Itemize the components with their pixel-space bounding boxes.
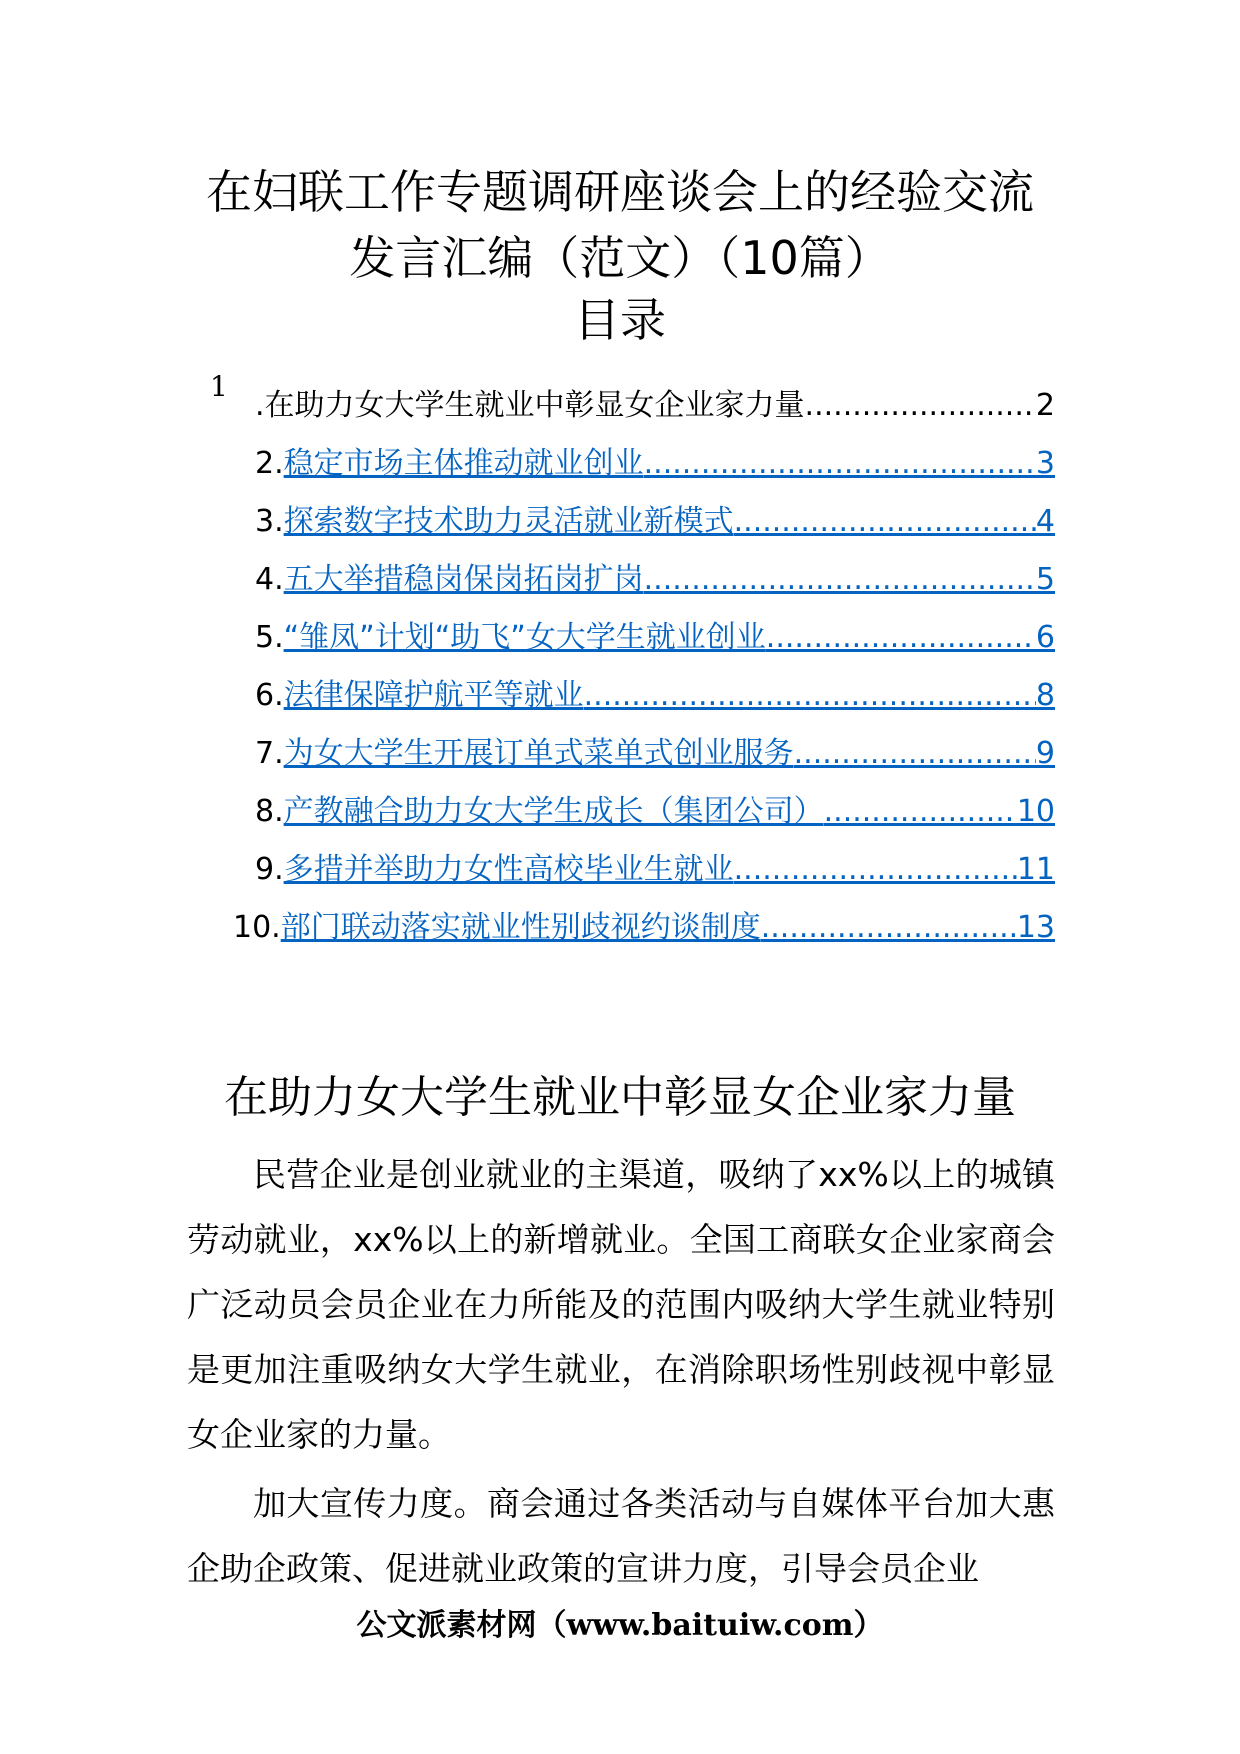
toc-item-8[interactable]: [255, 790, 1055, 834]
toc-item-title[interactable]: 部门联动落实就业性别歧视约谈制度: [280, 910, 761, 945]
toc-item-1: [255, 384, 1055, 428]
toc-item-number: 5.: [255, 620, 284, 655]
document-title-line-2: 发言汇编（范文）（10篇）: [349, 231, 891, 285]
toc-item-page: 13: [1016, 910, 1055, 945]
toc-item-10[interactable]: [233, 906, 1055, 950]
paragraph-2: 加大宣传力度。商会通过各类活动与自媒体平台加大惠企助企政策、促进就业政策的宣讲力度，引导会员企业: [187, 1484, 1055, 1588]
toc-item-page: 8: [1035, 678, 1055, 713]
toc-item-number: 7.: [255, 736, 284, 771]
toc-item-page: 3: [1035, 446, 1055, 481]
section-title: 在助力女大学生就业中彰显女企业家力量: [224, 1072, 1016, 1123]
toc-dot-leader: [644, 442, 1036, 486]
toc-dot-leader: [584, 674, 1036, 718]
toc-item-number: 3.: [255, 504, 284, 539]
toc-item-page: 6: [1035, 620, 1055, 655]
toc-item-number: 6.: [255, 678, 284, 713]
toc-dot-leader: [734, 848, 1017, 892]
toc-heading: 目录: [574, 293, 666, 347]
toc-item-5[interactable]: [255, 616, 1055, 660]
toc-item-page: 4: [1035, 504, 1055, 539]
toc-page-marker: 1: [210, 370, 228, 403]
toc-item-number: 10.: [233, 910, 281, 945]
section-body: [187, 1142, 1055, 1605]
toc-dot-leader: [761, 906, 1017, 950]
toc-item-title[interactable]: 产教融合助力女大学生成长（集团公司）: [283, 794, 824, 829]
toc-dot-leader: [805, 384, 1036, 428]
toc-item-7[interactable]: [255, 732, 1055, 776]
toc-item-title[interactable]: 多措并举助力女性高校毕业生就业: [283, 852, 734, 887]
toc-dot-leader: [824, 790, 1017, 834]
paragraph-1: 民营企业是创业就业的主渠道，吸纳了xx%以上的城镇劳动就业，xx%以上的新增就业。全国工商联女企业家商会广泛动员会员企业在力所能及的范围内吸纳大学生就业特别是更加注重吸纳女大学生就业，在消除职场性别歧视中彰显女企业家的力量。: [187, 1155, 1055, 1454]
toc-item-2[interactable]: [255, 442, 1055, 486]
toc-item-4[interactable]: [255, 558, 1055, 602]
toc-item-number: 8.: [255, 794, 284, 829]
toc-dot-leader: [644, 558, 1036, 602]
toc-item-page: 2: [1035, 388, 1055, 423]
toc-item-page: 10: [1016, 794, 1055, 829]
toc-item-title[interactable]: 五大举措稳岗保岗拓岗扩岗: [283, 562, 644, 597]
toc-dot-leader: [766, 616, 1036, 660]
toc-item-page: 5: [1035, 562, 1055, 597]
toc-item-title[interactable]: 为女大学生开展订单式菜单式创业服务: [283, 736, 794, 771]
toc-item-title[interactable]: “雏凤”计划“助飞”女大学生就业创业: [283, 620, 766, 655]
toc-dot-leader: [794, 732, 1036, 776]
toc-item-3[interactable]: [255, 500, 1055, 544]
document-title-line-1: 在妇联工作专题调研座谈会上的经验交流: [206, 165, 1034, 219]
toc-item-page: 9: [1035, 736, 1055, 771]
toc-item-number: 2.: [255, 446, 284, 481]
toc-item-number: 9.: [255, 852, 284, 887]
toc-item-9[interactable]: [255, 848, 1055, 892]
toc-dot-leader: [734, 500, 1036, 544]
toc-item-number: 4.: [255, 562, 284, 597]
footer-watermark: 公文派素材网（www.baituiw.com）: [356, 1608, 884, 1643]
toc-item-title[interactable]: 探索数字技术助力灵活就业新模式: [283, 504, 734, 539]
toc-item-6[interactable]: [255, 674, 1055, 718]
toc-item-title[interactable]: 稳定市场主体推动就业创业: [283, 446, 644, 481]
toc-item-title: .在助力女大学生就业中彰显女企业家力量: [255, 388, 805, 423]
toc-item-page: 11: [1016, 852, 1055, 887]
toc-item-title[interactable]: 法律保障护航平等就业: [283, 678, 584, 713]
